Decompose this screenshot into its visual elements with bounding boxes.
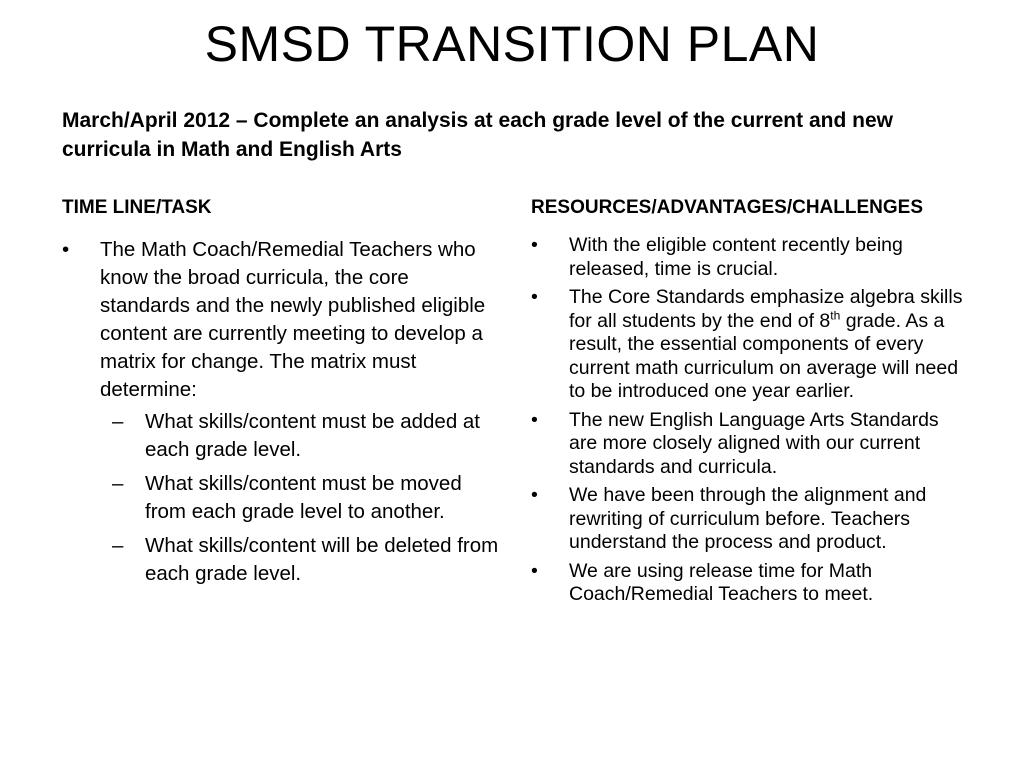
- right-column-list: [531, 234, 971, 612]
- bullet-text: With the eligible content recently being released, time is crucial.: [569, 234, 903, 280]
- bullet-text: We have been through the alignment and rewriting of curriculum before. Teachers understand the process and product.: [569, 484, 927, 553]
- slide-title: SMSD TRANSITION PLAN: [204, 16, 820, 72]
- sub-list-item: [100, 408, 502, 464]
- slide-subtitle: March/April 2012 – Complete an analysis at each grade level of the current and new curricula in Math and English Arts: [62, 109, 893, 161]
- sub-item-text: What skills/content will be deleted from each grade level.: [145, 534, 499, 585]
- left-column-list: [62, 236, 502, 594]
- bullet-text: The Math Coach/Remedial Teachers who know the broad curricula, the core standards and the newly published eligible content are currently meeting to develop a matrix for change. The matrix must determine:: [100, 238, 486, 401]
- list-item: [531, 286, 971, 404]
- bullet-text: We are using release time for Math Coach/Remedial Teachers to meet.: [569, 559, 874, 605]
- sub-list-item: [100, 532, 502, 588]
- dash-marker: –: [112, 410, 124, 433]
- bullet-marker: •: [62, 238, 70, 261]
- bullet-marker: •: [531, 484, 538, 506]
- bullet-marker: •: [531, 286, 538, 308]
- bullet-marker: •: [531, 408, 538, 431]
- list-item: [531, 560, 971, 607]
- sub-item-text: What skills/content must be added at each grade level.: [145, 410, 481, 461]
- list-item: [531, 409, 971, 480]
- list-item: [531, 234, 971, 281]
- left-column-header: TIME LINE/TASK: [62, 197, 212, 218]
- bullet-text-before: The Core Standards emphasize algebra skills for all students by the end of 8: [569, 286, 963, 332]
- dash-marker: –: [112, 534, 124, 557]
- sub-list-item: [100, 470, 502, 526]
- sub-list: [100, 408, 502, 588]
- bullet-marker: •: [531, 234, 538, 256]
- bullet-marker: •: [531, 559, 538, 582]
- dash-marker: –: [112, 472, 124, 495]
- list-item: [531, 484, 971, 555]
- ordinal-superscript: th: [830, 308, 841, 322]
- right-column-header: RESOURCES/ADVANTAGES/CHALLENGES: [531, 197, 923, 218]
- list-item: [62, 236, 502, 588]
- bullet-text: The new English Language Arts Standards are more closely aligned with our current standards and curricula.: [569, 408, 939, 478]
- bullet-text-after: grade. As a result, the essential components of every current math curriculum on average will need to be introduced one year earlier.: [569, 309, 959, 402]
- sub-item-text: What skills/content must be moved from each grade level to another.: [145, 472, 462, 523]
